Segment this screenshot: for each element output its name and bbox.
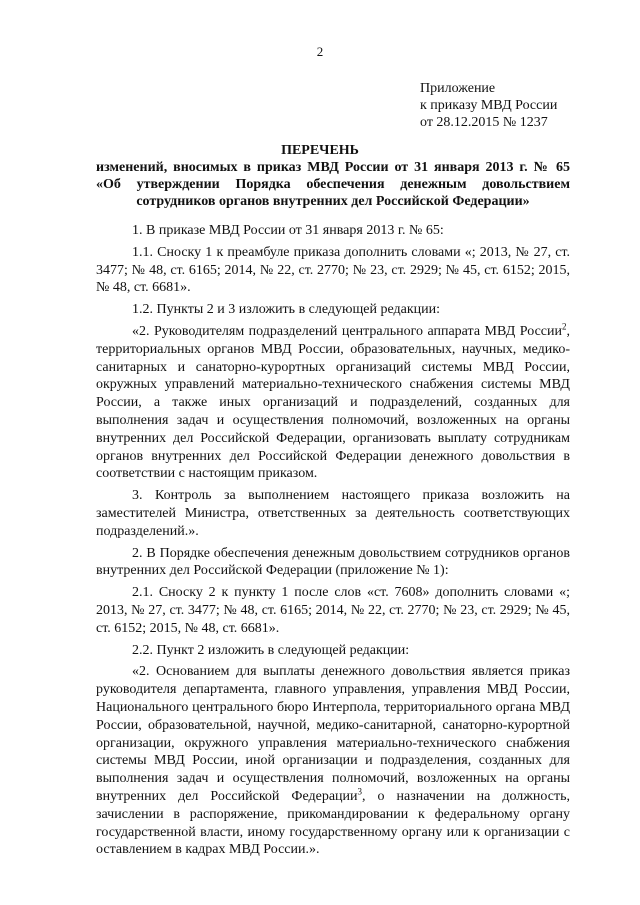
paragraph-1-2: 1.2. Пункты 2 и 3 изложить в следующей редакции:	[132, 302, 441, 318]
document-title: ПЕРЕЧЕНЬ	[281, 143, 359, 158]
paragraph-1-2-point-3: 3. Контроль за выполнением настоящего приказа возложить на заместителей Министра, ответственных за деятельность соответствующих подразделений.».	[96, 488, 570, 539]
paragraph-2: 2. В Порядке обеспечения денежным довольствием сотрудников органов внутренних дел Российской Федерации (приложение № 1):	[96, 545, 570, 579]
appendix-line-2: к приказу МВД России	[420, 98, 558, 113]
subtitle-line-2: «Об утверждении Порядка обеспечения денежным довольствием	[96, 177, 570, 192]
page-number: 2	[316, 44, 324, 59]
document-subtitle	[96, 159, 570, 210]
paragraph-2-1: 2.1. Сноску 2 к пункту 1 после слов «ст. 7608» дополнить словами «; 2013, № 27, ст. 3477; № 48, ст. 6165; 2014, № 22, ст. 2770; № 23, ст. 2929; № 45, ст. 6152; 2015, № 48, ст. 6681».	[96, 585, 570, 636]
point-2-new-text-a: «2. Основанием для выплаты денежного довольствия является приказ руководителя департамента, главного управления, управления МВД России, Национального центрального бюро Интерпола, территориального органа МВД России, образовательной, научной, медико-санитарной, санаторно-курортной организации, окружного управления материально-технического снабжения системы МВД России, иной организации и подразделения, созданных для выполнения задач и осуществления полномочий, возложенных на органы внутренних дел Российской Федерации	[96, 664, 570, 804]
footnote-ref-3: 3	[357, 786, 363, 797]
paragraph-1-1: 1.1. Сноску 1 к преамбуле приказа дополнить словами «; 2013, № 27, ст. 3477; № 48, ст. 6165; 2014, № 22, ст. 2770; № 23, ст. 2929; № 45, ст. 6152; 2015, № 48, ст. 6681».	[96, 244, 570, 296]
point-2-text-a: «2. Руководителям подразделений центрального аппарата МВД России	[132, 323, 562, 339]
appendix-block	[420, 80, 557, 131]
point-2-new-text-b: , о назначении на должность, зачислении в распоряжение, прикомандировании к федеральному органу государственной власти, иному государственному органу или к организации с оставлением в кадрах МВД России.».	[96, 788, 570, 858]
document-body	[96, 222, 570, 859]
paragraph-1-2-point-2	[96, 323, 570, 483]
footnote-ref-2: 2	[562, 321, 567, 332]
subtitle-line-1: изменений, вносимых в приказ МВД России от 31 января 2013 г. № 65	[96, 160, 570, 175]
point-2-text-b: , территориальных органов МВД России, образовательных, научных, медико-санитарных и санаторно-курортных организаций системы МВД России, окружных управлений материально-технического снабжения системы МВД России, а также иных организаций и подразделений, созданных для выполнения задач и осуществления полномочий, возложенных на органы внутренних дел Российской Федерации, организовать выплату сотрудникам органов внутренних дел Российской Федерации денежного довольствия в соответствии с настоящим приказом.	[96, 323, 570, 482]
subtitle-line-3: сотрудников органов внутренних дел Российской Федерации»	[136, 194, 530, 209]
paragraph-1: 1. В приказе МВД России от 31 января 2013 г. № 65:	[132, 223, 444, 238]
paragraph-2-2: 2.2. Пункт 2 изложить в следующей редакции:	[132, 642, 410, 658]
paragraph-2-2-point-2	[96, 663, 570, 859]
appendix-line-3: от 28.12.2015 № 1237	[420, 115, 548, 130]
appendix-line-1: Приложение	[420, 81, 496, 96]
